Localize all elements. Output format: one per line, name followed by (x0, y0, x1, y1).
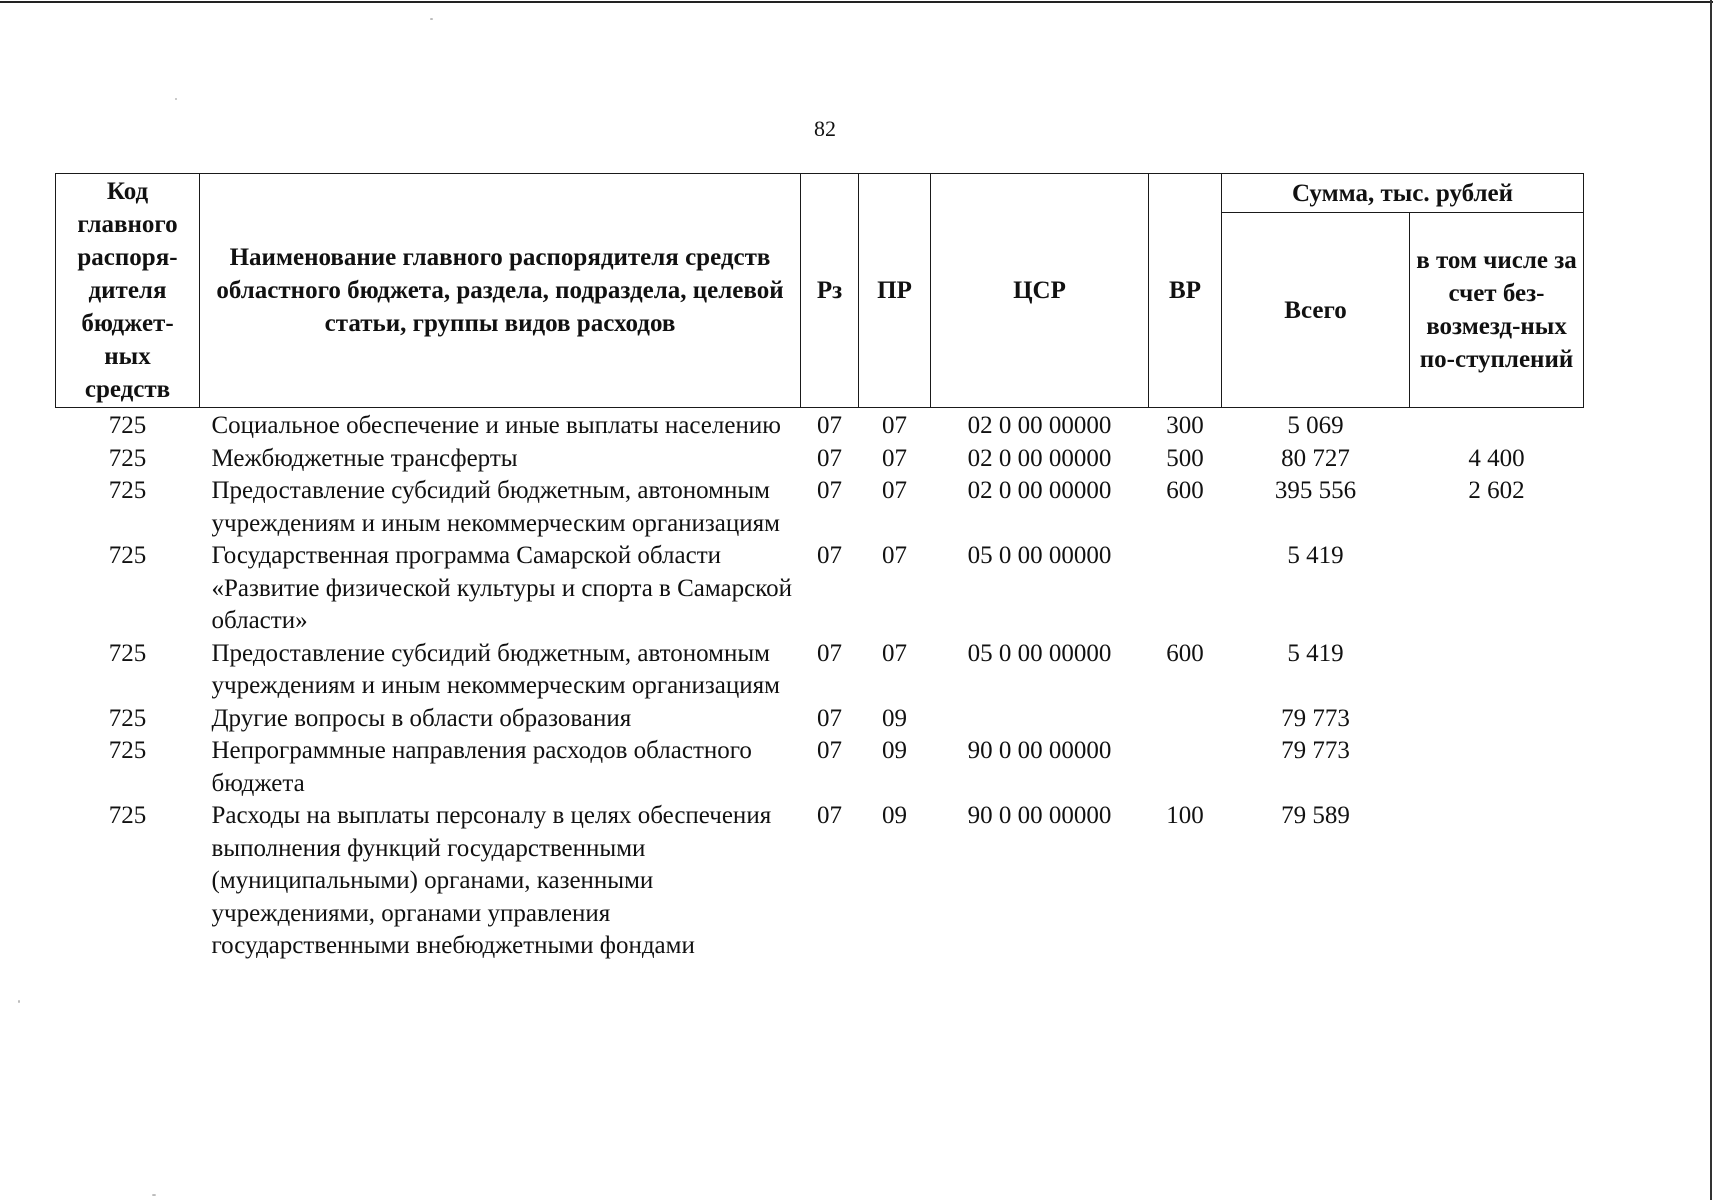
cell-code: 725 (108, 802, 147, 829)
table-row (56, 703, 1584, 736)
header-code: Код главного распоря-дителя бюджет-ных средств (56, 174, 200, 408)
cell-free (1410, 540, 1584, 638)
scan-speck (430, 18, 433, 20)
cell-pr: 09 (882, 737, 907, 764)
table-row (56, 735, 1584, 800)
cell-name: Социальное обеспечение и иные выплаты населению (211, 412, 781, 439)
cell-name: Межбюджетные трансферты (211, 444, 518, 472)
cell-csr: 02 0 00 00000 (967, 444, 1112, 472)
cell-name: Предоставление субсидий бюджетным, автономным учреждениям и иным некоммерческим организациям (211, 477, 780, 537)
cell-free (1410, 408, 1584, 443)
cell-vr (1149, 735, 1222, 800)
header-csr: ЦСР (931, 174, 1149, 408)
cell-code: 725 (108, 542, 147, 569)
cell-csr: 05 0 00 00000 (967, 639, 1112, 667)
cell-total: 80 727 (1281, 444, 1350, 472)
cell-code: 725 (108, 704, 147, 732)
cell-total: 79 773 (1281, 704, 1350, 732)
cell-vr: 600 (1166, 477, 1204, 504)
cell-total: 395 556 (1274, 477, 1357, 504)
cell-rz: 07 (817, 802, 842, 829)
cell-vr: 500 (1166, 444, 1204, 472)
cell-code: 725 (108, 737, 147, 764)
cell-free: 2 602 (1468, 477, 1525, 504)
cell-rz: 07 (817, 444, 842, 472)
cell-csr (931, 703, 1149, 736)
cell-total: 5 069 (1287, 412, 1344, 439)
table-row (56, 540, 1584, 638)
cell-name: Государственная программа Самарской области «Развитие физической культуры и спорта в Самарской области» (211, 542, 792, 634)
cell-name: Расходы на выплаты персоналу в целях обеспечения выполнения функций государственными (муниципальными) органами, казенными учреждениями, органами управления государственными внебюджетными фондами (211, 802, 772, 959)
table-header (56, 174, 1584, 408)
table-row (56, 800, 1584, 963)
cell-total: 79 589 (1281, 802, 1350, 829)
cell-pr: 07 (882, 639, 907, 667)
cell-rz: 07 (817, 704, 842, 732)
cell-code: 725 (108, 477, 147, 504)
cell-pr: 09 (882, 802, 907, 829)
cell-pr: 07 (882, 444, 907, 472)
cell-vr: 300 (1166, 412, 1204, 439)
cell-free (1410, 703, 1584, 736)
cell-pr: 07 (882, 542, 907, 569)
cell-code: 725 (108, 444, 147, 472)
cell-total: 79 773 (1281, 737, 1350, 764)
budget-table (55, 173, 1584, 963)
header-name: Наименование главного распорядителя средств областного бюджета, раздела, подраздела, целевой статьи, группы видов расходов (200, 174, 801, 408)
cell-pr: 07 (882, 412, 907, 439)
cell-pr: 07 (882, 477, 907, 504)
cell-total: 5 419 (1287, 639, 1344, 667)
header-free: в том числе за счет без-возмезд-ных по-ступлений (1410, 213, 1584, 408)
cell-csr: 05 0 00 00000 (967, 542, 1112, 569)
cell-name: Другие вопросы в области образования (211, 704, 632, 732)
cell-rz: 07 (817, 542, 842, 569)
cell-name: Непрограммные направления расходов областного бюджета (211, 737, 752, 797)
scan-speck (175, 98, 177, 100)
header-pr: ПР (859, 174, 931, 408)
cell-rz: 07 (817, 737, 842, 764)
table-row (56, 443, 1584, 476)
cell-rz: 07 (817, 639, 842, 667)
scan-speck (18, 1000, 20, 1003)
header-total: Всего (1222, 213, 1410, 408)
page-edge-top (0, 1, 1713, 3)
table-row (56, 638, 1584, 703)
cell-csr: 90 0 00 00000 (967, 802, 1112, 829)
cell-free (1410, 735, 1584, 800)
page-number: 82 (814, 116, 836, 141)
cell-csr: 90 0 00 00000 (967, 737, 1112, 764)
cell-total: 5 419 (1287, 542, 1344, 569)
cell-csr: 02 0 00 00000 (967, 412, 1112, 439)
cell-free: 4 400 (1468, 444, 1525, 472)
table-row (56, 475, 1584, 540)
cell-vr: 100 (1166, 802, 1204, 829)
cell-vr: 600 (1166, 639, 1204, 667)
cell-rz: 07 (817, 477, 842, 504)
cell-vr (1149, 703, 1222, 736)
table-body (56, 408, 1584, 963)
cell-free (1410, 638, 1584, 703)
header-rz: Рз (801, 174, 859, 408)
cell-pr: 09 (882, 704, 907, 732)
cell-free (1410, 800, 1584, 963)
scan-speck (152, 1194, 156, 1196)
page-edge-right (1710, 0, 1712, 1200)
cell-code: 725 (108, 412, 147, 439)
cell-name: Предоставление субсидий бюджетным, автономным учреждениям и иным некоммерческим организациям (211, 639, 780, 699)
cell-vr (1149, 540, 1222, 638)
header-vr: ВР (1149, 174, 1222, 408)
cell-csr: 02 0 00 00000 (967, 477, 1112, 504)
cell-code: 725 (108, 639, 147, 667)
cell-rz: 07 (817, 412, 842, 439)
header-sum-group: Сумма, тыс. рублей (1222, 174, 1584, 213)
table-row (56, 408, 1584, 443)
